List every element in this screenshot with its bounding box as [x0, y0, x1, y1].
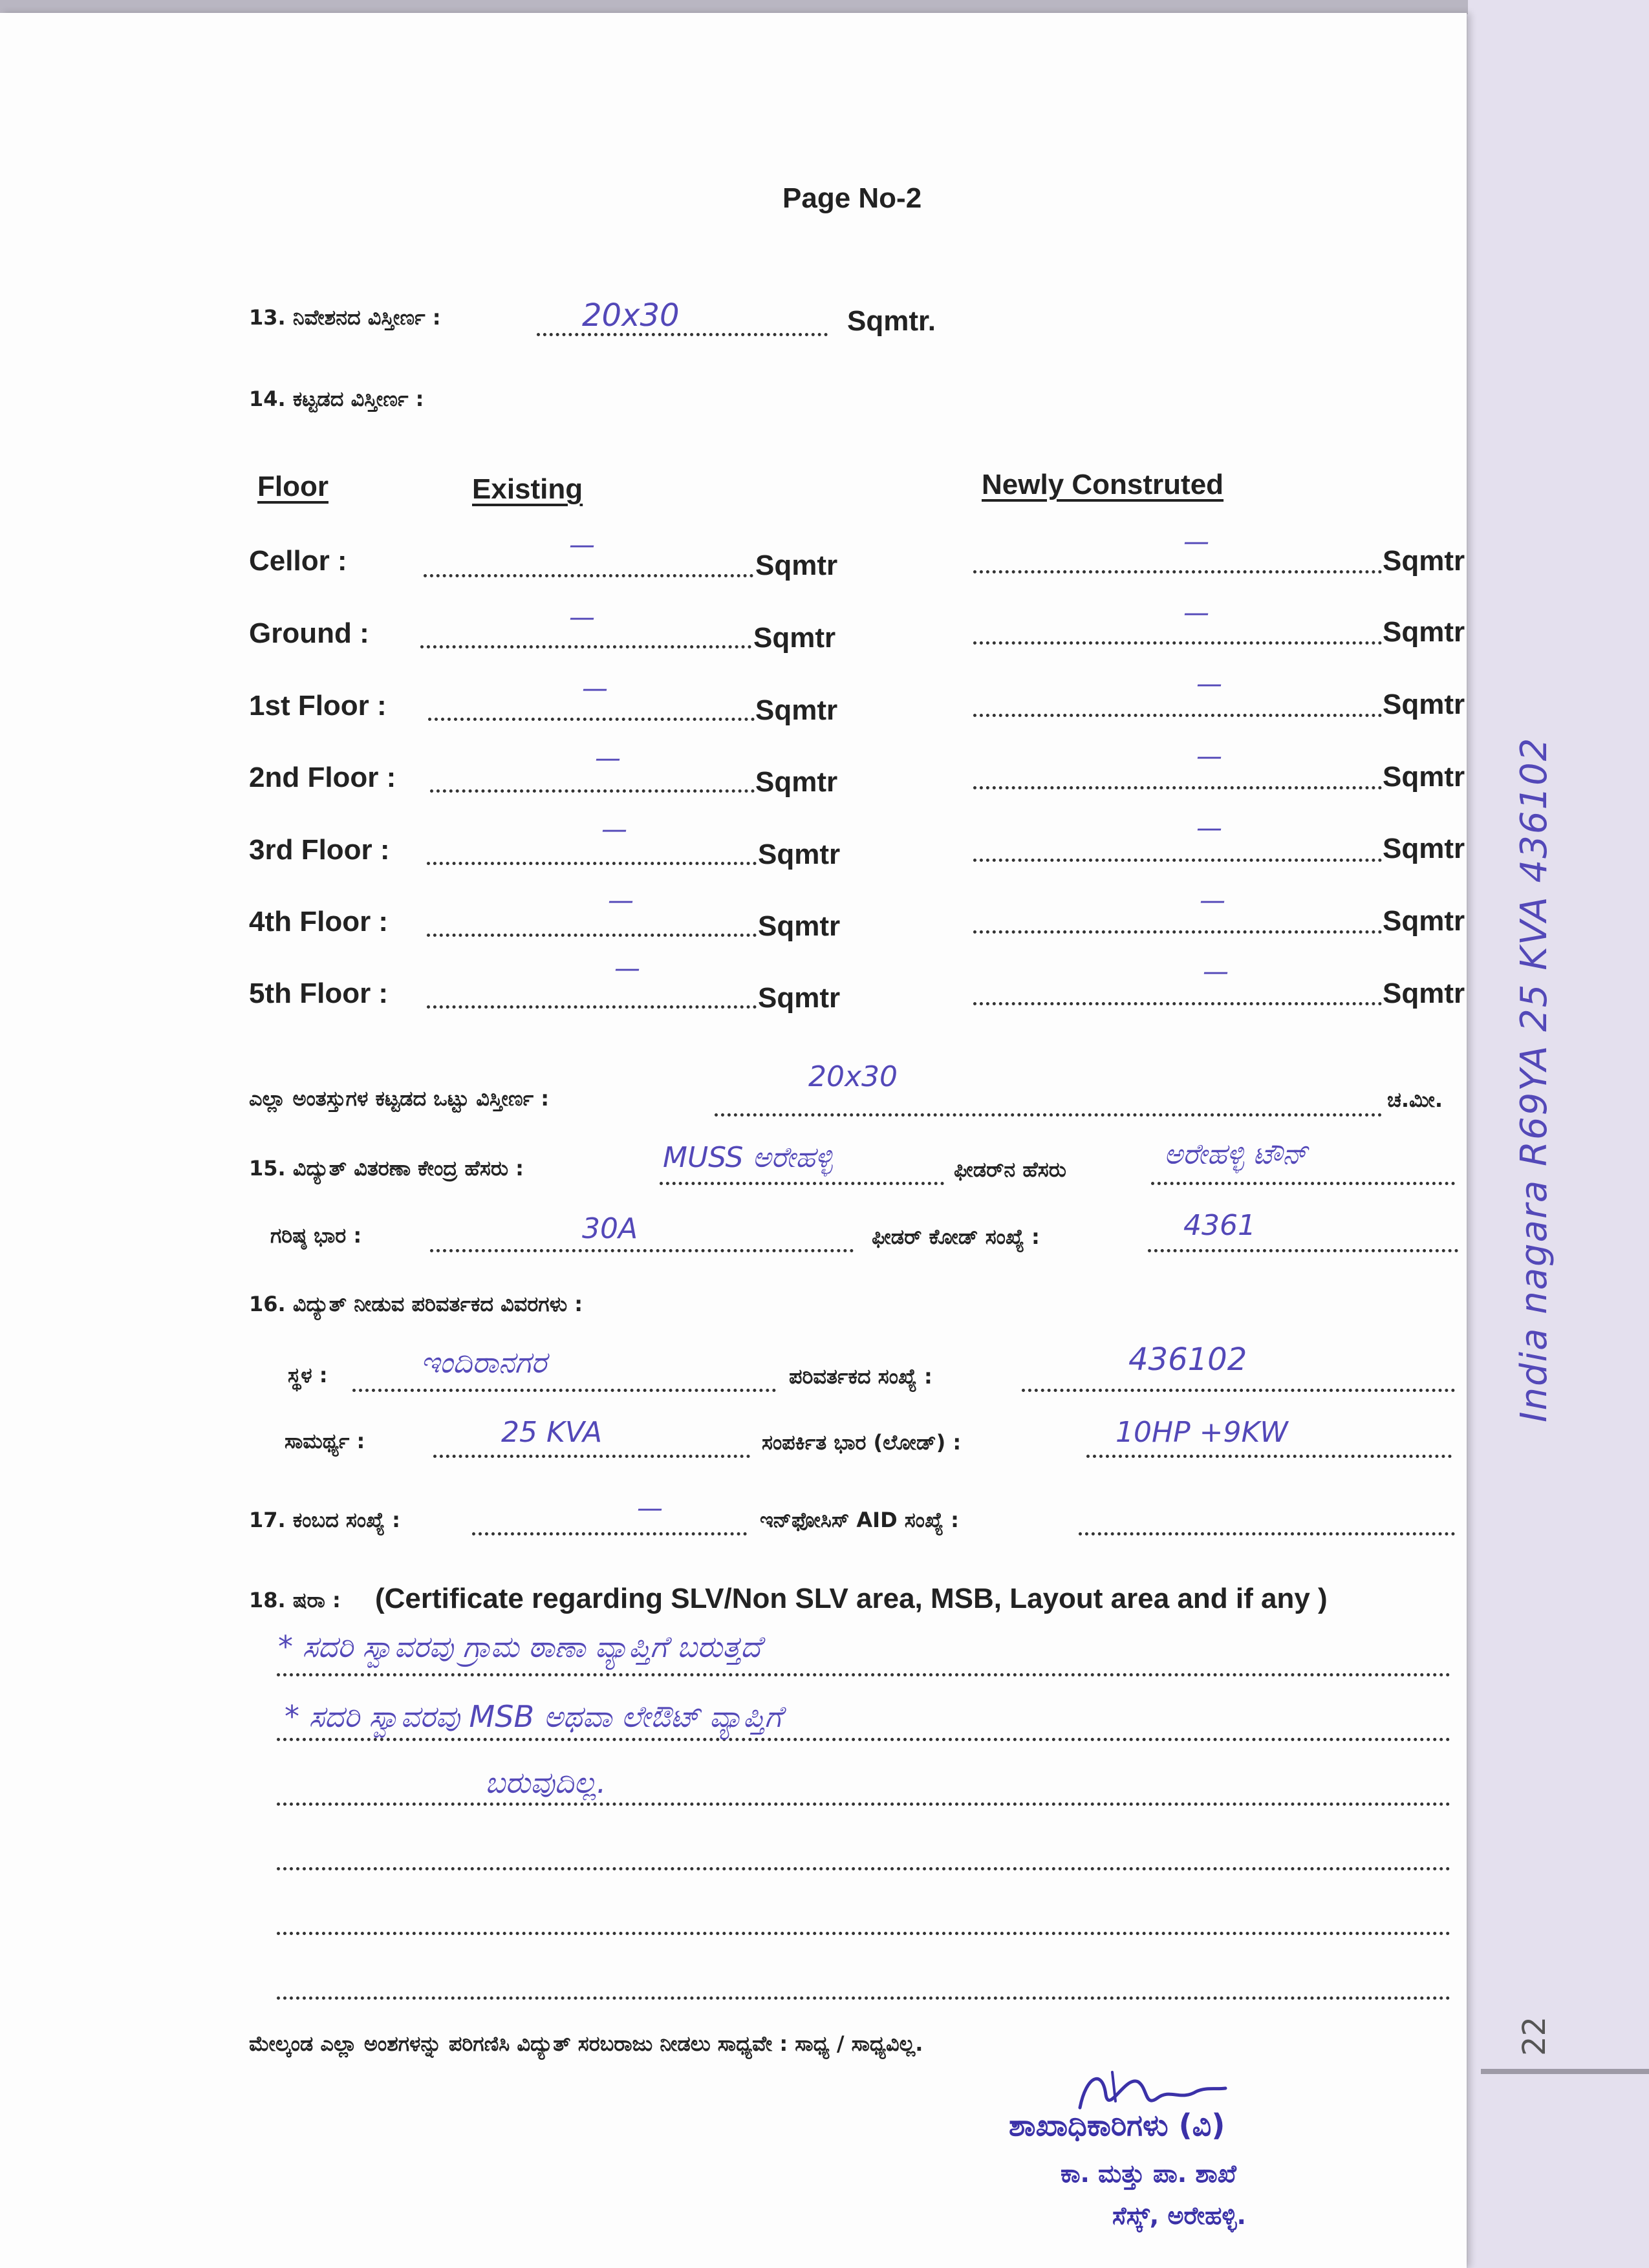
newly-value: —	[1196, 669, 1222, 699]
new-unit: Sqmtr	[1383, 545, 1465, 577]
capacity-value: 25 KVA	[501, 1416, 603, 1449]
conclusion-text: ಮೇಲ್ಕಂಡ ಎಲ್ಲಾ ಅಂಶಗಳನ್ನು ಪರಿಗಣಿಸಿ ವಿದ್ಯುತ್ ಸರಬರಾಜು ನೀಡಲು ಸಾಧ್ಯವೇ : ಸಾಧ್ಯ / ಸಾಧ್ಯವಿಲ್ಲ.	[249, 2031, 923, 2056]
tc-no-value: 436102	[1128, 1342, 1247, 1378]
existing-unit: Sqmtr	[758, 982, 841, 1014]
remarks-text-3: ಬರುವುದಿಲ್ಲ.	[485, 1765, 607, 1800]
existing-dotted-line	[424, 574, 753, 577]
item17-value: —	[637, 1493, 663, 1523]
total-area-dotted-line	[715, 1113, 1382, 1117]
stamp-line-2: ಕಾ. ಮತ್ತು ಪಾ. ಶಾಖೆ	[1061, 2159, 1236, 2188]
remarks-line-2	[277, 1738, 1450, 1741]
existing-value: —	[595, 744, 621, 773]
feeder-code-value: 4361	[1183, 1209, 1256, 1242]
existing-value: —	[582, 674, 608, 703]
item14-label: 14. ಕಟ್ಟಡದ ವಿಸ್ತೀರ್ಣ :	[249, 387, 424, 411]
max-load-dotted-line	[430, 1249, 854, 1252]
item15-label: 15. ವಿದ್ಯುತ್ ವಿತರಣಾ ಕೇಂದ್ರ ಹೆಸರು :	[249, 1156, 524, 1181]
item16-label: 16. ವಿದ್ಯುತ್ ನೀಡುವ ಪರಿವರ್ತಕದ ವಿವರಗಳು :	[249, 1292, 583, 1316]
existing-unit: Sqmtr	[755, 766, 838, 798]
side-page-number: 22	[1516, 2016, 1553, 2056]
infosys-aid-dotted-line	[1079, 1532, 1455, 1535]
new-dotted-line	[973, 570, 1382, 573]
floor-label: 4th Floor :	[249, 906, 389, 937]
new-unit: Sqmtr	[1383, 833, 1465, 864]
new-unit: Sqmtr	[1383, 761, 1465, 793]
newly-value: —	[1200, 886, 1225, 915]
back-page-edge	[1481, 2069, 1649, 2074]
existing-unit: Sqmtr	[755, 694, 838, 726]
new-dotted-line	[973, 786, 1382, 789]
item18-label: 18. ಷರಾ :	[249, 1588, 341, 1612]
floor-label: 5th Floor :	[249, 978, 389, 1009]
existing-unit: Sqmtr	[758, 910, 841, 942]
new-dotted-line	[973, 641, 1382, 645]
newly-value: —	[1196, 813, 1222, 843]
place-label: ಸ್ಥಳ :	[288, 1363, 328, 1387]
existing-dotted-line	[428, 718, 755, 721]
existing-dotted-line	[430, 789, 755, 793]
existing-value: —	[569, 603, 595, 632]
item17-dotted-line	[472, 1532, 747, 1535]
item17-label: 17. ಕಂಬದ ಸಂಖ್ಯೆ :	[249, 1508, 400, 1532]
item13-unit: Sqmtr.	[847, 305, 936, 337]
new-dotted-line	[973, 1002, 1382, 1005]
newly-value: —	[1196, 742, 1222, 771]
new-dotted-line	[973, 714, 1382, 717]
infosys-aid-label: ಇನ್‌ಫೋಸಿಸ್ AID ಸಂಖ್ಯೆ :	[760, 1508, 959, 1532]
col-new-header: Newly Construted	[982, 469, 1224, 500]
total-area-unit: ಚ.ಮೀ.	[1387, 1087, 1443, 1112]
connected-load-value: 10HP +9KW	[1116, 1416, 1288, 1449]
existing-unit: Sqmtr	[755, 550, 838, 581]
total-area-label: ಎಲ್ಲಾ ಅಂತಸ್ತುಗಳ ಕಟ್ಟಡದ ಒಟ್ಟು ವಿಸ್ತೀರ್ಣ :	[249, 1086, 550, 1111]
remarks-line-3	[277, 1803, 1450, 1806]
total-area-value: 20x30	[808, 1060, 898, 1093]
new-unit: Sqmtr	[1383, 978, 1465, 1009]
page-title: Page No-2	[782, 182, 922, 214]
document-page	[0, 13, 1467, 2268]
existing-unit: Sqmtr	[753, 622, 836, 654]
max-load-label: ಗರಿಷ್ಠ ಭಾರ :	[270, 1223, 362, 1248]
existing-dotted-line	[427, 934, 757, 937]
remarks-text-1: * ಸದರಿ ಸ್ವಾವರವು ಗ್ರಾಮ ಠಾಣಾ ವ್ಯಾಪ್ತಿಗೆ ಬರುತ್ತದೆ	[278, 1629, 761, 1664]
feeder-name-value: ಅರೇಹಳ್ಳಿ ಟೌನ್	[1164, 1138, 1308, 1171]
feeder-name-dotted-line	[1151, 1182, 1455, 1185]
side-handwritten-note: India nagara R69YA 25 KVA 436102	[1513, 736, 1555, 1422]
feeder-code-dotted-line	[1148, 1249, 1458, 1252]
remarks-line-6	[277, 1996, 1450, 2000]
floor-label: Ground :	[249, 617, 369, 649]
existing-dotted-line	[427, 862, 757, 865]
existing-dotted-line	[420, 645, 751, 648]
item18-label-english: (Certificate regarding SLV/Non SLV area, MSB, Layout area and if any )	[375, 1583, 1328, 1614]
newly-value: —	[1203, 957, 1229, 987]
existing-value: —	[569, 530, 595, 560]
new-unit: Sqmtr	[1383, 616, 1465, 648]
scanner-backdrop	[1468, 0, 1649, 2268]
floor-label: Cellor :	[249, 545, 347, 577]
col-floor-header: Floor	[257, 471, 329, 502]
col-existing-header: Existing	[472, 473, 583, 505]
new-dotted-line	[973, 859, 1382, 862]
tc-no-label: ಪರಿವರ್ತಕದ ಸಂಖ್ಯೆ :	[789, 1364, 932, 1389]
new-unit: Sqmtr	[1383, 905, 1465, 937]
remarks-line-5	[277, 1932, 1450, 1935]
floor-label: 3rd Floor :	[249, 834, 390, 866]
connected-load-label: ಸಂಪರ್ಕಿತ ಭಾರ (ಲೋಡ್) :	[762, 1430, 962, 1455]
new-dotted-line	[973, 930, 1382, 934]
existing-dotted-line	[427, 1005, 757, 1009]
capacity-label: ಸಾಮರ್ಥ್ಯ :	[285, 1429, 365, 1453]
item13-label: 13. ನಿವೇಶನದ ವಿಸ್ತೀರ್ಣ :	[249, 305, 441, 330]
item15-value: MUSS ಅರೇಹಳ್ಳಿ	[663, 1141, 833, 1174]
stamp-title: ಶಾಖಾಧಿಕಾರಿಗಳು (ವಿ)	[1009, 2108, 1225, 2143]
stamp-line-3: ಸೆಸ್ಕ್, ಅರೇಹಳ್ಳಿ.	[1112, 2201, 1246, 2230]
existing-unit: Sqmtr	[758, 839, 841, 870]
newly-value: —	[1183, 527, 1209, 557]
connected-load-dotted-line	[1086, 1455, 1452, 1458]
place-dotted-line	[352, 1389, 776, 1392]
remarks-line-4	[277, 1867, 1450, 1870]
scanner-top-edge	[0, 0, 1649, 14]
capacity-dotted-line	[433, 1455, 750, 1458]
item13-dotted-line	[537, 333, 828, 336]
remarks-line-1	[277, 1673, 1450, 1676]
existing-value: —	[614, 954, 640, 983]
newly-value: —	[1183, 598, 1209, 628]
feeder-name-label: ಫೀಡರ್‌ನ ಹೆಸರು	[954, 1157, 1066, 1182]
max-load-value: 30A	[582, 1212, 638, 1245]
floor-label: 1st Floor :	[249, 690, 387, 722]
tc-no-dotted-line	[1022, 1389, 1455, 1392]
feeder-code-label: ಫೀಡರ್ ಕೋಡ್ ಸಂಖ್ಯೆ :	[872, 1225, 1040, 1249]
item13-value: 20x30	[582, 297, 680, 334]
item15-dotted-line	[660, 1182, 944, 1185]
existing-value: —	[608, 886, 634, 915]
new-unit: Sqmtr	[1383, 689, 1465, 720]
existing-value: —	[601, 815, 627, 844]
remarks-text-2: * ಸದರಿ ಸ್ವಾವರವು MSB ಅಥವಾ ಲೇಔಟ್ ವ್ಯಾಪ್ತಿಗೆ	[285, 1699, 782, 1734]
floor-label: 2nd Floor :	[249, 762, 396, 793]
place-value: ಇಂದಿರಾನಗರ	[420, 1345, 547, 1380]
